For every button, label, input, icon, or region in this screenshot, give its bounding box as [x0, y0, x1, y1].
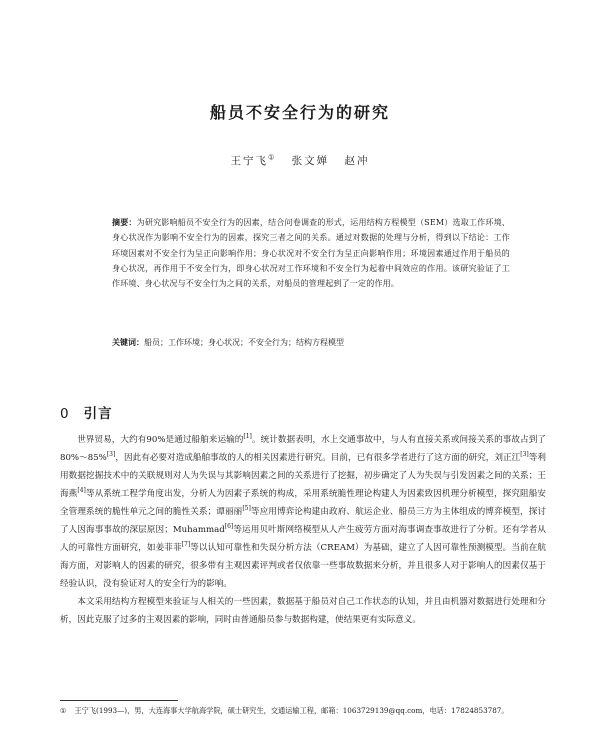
text-run: ，因此有必要对造成船舶事故的人的相关因素进行研究。目前，已有很多学者进行了这方面的研究，刘正江 — [115, 453, 521, 463]
citation[interactable]: [3] — [520, 451, 529, 459]
author-line — [0, 153, 600, 168]
body-paragraph-1 — [60, 431, 546, 593]
citation[interactable]: [7] — [181, 541, 191, 549]
author-1-name: 王宁飞 — [230, 155, 269, 167]
text-run: 等以认知可靠性和失误分析方法（CREAM）为基础，建立了人因可靠性预测模型。当前在航海方面，对影响人的因素的研究，很多带有主观因素评判或者仅依靠一些事故数据来分析，并且很多人对于影响人的因素仅基于经验认识，没有验证对人的安全行为的影响。 — [60, 543, 546, 589]
text-run: 等运用贝叶斯网络模型从人产生疲劳方面对海事调查事故进行了分析。还有学者从人的可靠性方面研究，如姜菲菲 — [60, 525, 546, 553]
keywords — [112, 335, 510, 350]
keywords-text: 船员；工作环境；身心状况；不安全行为；结构方程模型 — [144, 338, 344, 347]
section-number: 0 — [60, 406, 70, 422]
section-title: 引言 — [83, 406, 113, 422]
footnote-text: 王宁飞(1993—)，男，大连海事大学航海学院，硕士研究生，交通运输工程，邮箱：1063729139@qq.com，电话：17824853787。 — [74, 706, 509, 715]
abstract-text: 为研究影响船员不安全行为的因素，结合问卷调查的形式，运用结构方程模型（SEM）选取工作环境、身心状况作为影响不安全行为的因素，探究三者之间的关系。通过对数据的处理与分析，得到以下结论：工作环境因素对不安全行为呈正向影响作用；身心状况对不安全行为呈正向影响作用；环境因素通过作用于船员的身心状况，再作用于不安全行为，即身心状况对工作环境和不安全行为起着中间效应的作用。该研究验证了工作环境、身心状况与不安全行为之间的关系，对船员的管理起到了一定的作用。 — [112, 218, 510, 289]
abstract-label: 摘要： — [112, 217, 137, 227]
footnote-mark: ① — [60, 706, 67, 715]
abstract — [112, 215, 510, 291]
citation[interactable]: [5] — [242, 505, 251, 513]
text-run: 等从系统工程学角度出发，分析人为因素子系统的构成，采用系统脆性理论构建人为因素致因机理分析模型，探究阻船安全管理系统的脆性单元之间的脆性关系；谭丽丽 — [60, 489, 546, 517]
keywords-label: 关键词： — [112, 337, 144, 347]
section-heading — [60, 402, 113, 422]
text-run: 。统计数据表明，水上交通事故中，与人有直接关系或间接关系的事故占到了80%～85% — [60, 435, 546, 463]
body-paragraph-2: 本文采用结构方程模型来验证与人相关的一些因素，数据基于船员对自己工作状态的认知，并且由机器对数据进行处理和分析，因此克服了过多的主观因素的影响，同时由普通船员参与数据构建，使结果更有实际意义。 — [60, 597, 546, 625]
citation[interactable]: [1] — [243, 433, 252, 441]
author-1 — [231, 155, 277, 167]
text-run: 世界贸易，大约有90%是通过船舶来运输的 — [77, 435, 244, 445]
footnote-divider — [60, 700, 178, 701]
author-3: 赵冲 — [344, 155, 370, 167]
text-run: 等利用数据挖掘技术中的关联规则对人为失误与其影响因素之间的关系进行了挖掘，初步确定了人为失误与引发因素之间的关系；王海燕 — [60, 453, 546, 499]
citation[interactable]: [3] — [106, 451, 116, 459]
body-text — [60, 431, 546, 629]
citation[interactable]: [6] — [224, 523, 234, 531]
paper-title: 船员不安全行为的研究 — [209, 103, 390, 122]
text-run: 等应用博弈论构建由政府、航运企业、船员三方为主体组成的博弈模型，探讨了人因海事事故的深层原因；Muhammad — [60, 507, 546, 535]
footnote — [60, 705, 546, 717]
author-2: 张文婵 — [291, 155, 330, 167]
citation[interactable]: [4] — [77, 487, 86, 495]
author-1-footnote-mark[interactable]: ① — [268, 153, 277, 162]
